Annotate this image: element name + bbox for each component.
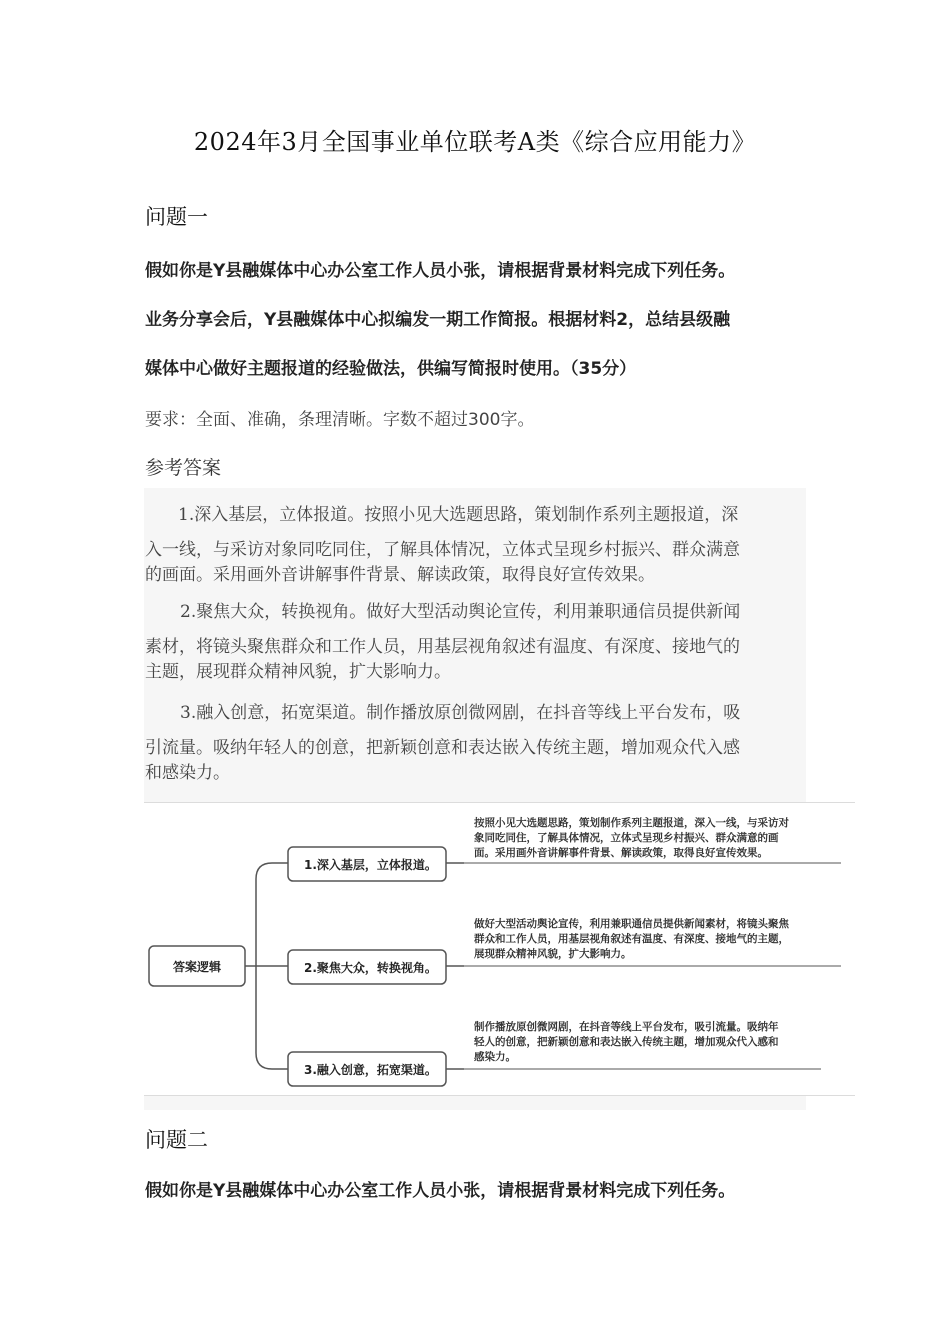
answer-3-line-2: 引流量。吸纳年轻人的创意，把新颖创意和表达嵌入传统主题，增加观众代入感 xyxy=(145,738,740,758)
answer-mindmap xyxy=(144,802,855,1096)
mindmap-branch-2-label: 2.聚焦大众，转换视角。 xyxy=(304,961,437,975)
mindmap-branch-1-detail-line-3: 面。采用画外音讲解事件背景、解读政策，取得良好宣传效果。 xyxy=(474,847,768,859)
document-title: 2024年3月全国事业单位联考A类《综合应用能力》 xyxy=(193,128,757,156)
question-1-requirement: 要求：全面、准确，条理清晰。字数不超过300字。 xyxy=(145,410,535,430)
mindmap-branch-3-connector xyxy=(256,1053,288,1069)
mindmap-branch-2-detail-line-2: 群众和工作人员，用基层视角叙述有温度、有深度、接地气的主题， xyxy=(474,933,789,945)
answer-3-line-3: 和感染力。 xyxy=(145,763,230,783)
mindmap-branch-3-detail-line-2: 轻人的创意，把新颖创意和表达嵌入传统主题，增加观众代入感和 xyxy=(474,1036,779,1048)
question-1-prompt-line-2: 业务分享会后，Y县融媒体中心拟编发一期工作简报。根据材料2，总结县级融 xyxy=(145,310,731,330)
mindmap-branch-2-detail-line-1: 做好大型活动舆论宣传，利用兼职通信员提供新闻素材，将镜头聚焦 xyxy=(474,918,789,930)
mindmap-branch-1-detail-line-2: 象同吃同住，了解具体情况，立体式呈现乡村振兴、群众满意的画 xyxy=(474,832,779,844)
mindmap-diagram xyxy=(144,803,855,1095)
mindmap-branch-1-label: 1.深入基层，立体报道。 xyxy=(304,858,437,872)
answer-2-line-1: 2.聚焦大众，转换视角。做好大型活动舆论宣传，利用兼职通信员提供新闻 xyxy=(180,602,741,622)
answer-3-line-1: 3.融入创意，拓宽渠道。制作播放原创微网剧，在抖音等线上平台发布，吸 xyxy=(180,703,741,723)
mindmap-branch-1-connector xyxy=(256,863,288,879)
mindmap-branch-3-detail-line-3: 感染力。 xyxy=(474,1051,516,1063)
mindmap-root-label: 答案逻辑 xyxy=(172,960,222,974)
mindmap-branch-3-detail-line-1: 制作播放原创微网剧，在抖音等线上平台发布，吸引流量。吸纳年 xyxy=(474,1021,779,1033)
question-1-heading: 问题一 xyxy=(145,205,208,229)
answer-1-line-3: 的画面。采用画外音讲解事件背景、解读政策，取得良好宣传效果。 xyxy=(145,565,655,585)
answer-label: 参考答案 xyxy=(145,457,222,479)
question-1-prompt-line-3: 媒体中心做好主题报道的经验做法，供编写简报时使用。（35分） xyxy=(145,359,637,379)
mindmap-branch-3-label: 3.融入创意，拓宽渠道。 xyxy=(304,1063,437,1077)
answer-paragraph-2 xyxy=(145,600,805,685)
answer-1-line-2: 入一线，与采访对象同吃同住，了解具体情况，立体式呈现乡村振兴、群众满意 xyxy=(145,540,740,560)
answer-1-line-1: 1.深入基层，立体报道。按照小见大选题思路，策划制作系列主题报道，深 xyxy=(178,505,739,525)
mindmap-branch-1-detail-line-1: 按照小见大选题思路，策划制作系列主题报道，深入一线，与采访对 xyxy=(474,817,789,829)
question-2-prompt-line-1: 假如你是Y县融媒体中心办公室工作人员小张，请根据背景材料完成下列任务。 xyxy=(145,1181,736,1201)
answer-paragraph-3 xyxy=(145,701,805,786)
answer-2-line-3: 主题，展现群众精神风貌，扩大影响力。 xyxy=(145,662,451,682)
answer-paragraph-1 xyxy=(145,503,805,588)
mindmap-branch-2-detail-line-3: 展现群众精神风貌，扩大影响力。 xyxy=(474,948,632,960)
answer-2-line-2: 素材，将镜头聚焦群众和工作人员，用基层视角叙述有温度、有深度、接地气的 xyxy=(145,637,740,657)
question-1-prompt-line-1: 假如你是Y县融媒体中心办公室工作人员小张，请根据背景材料完成下列任务。 xyxy=(145,261,736,281)
question-2-heading: 问题二 xyxy=(145,1128,208,1152)
